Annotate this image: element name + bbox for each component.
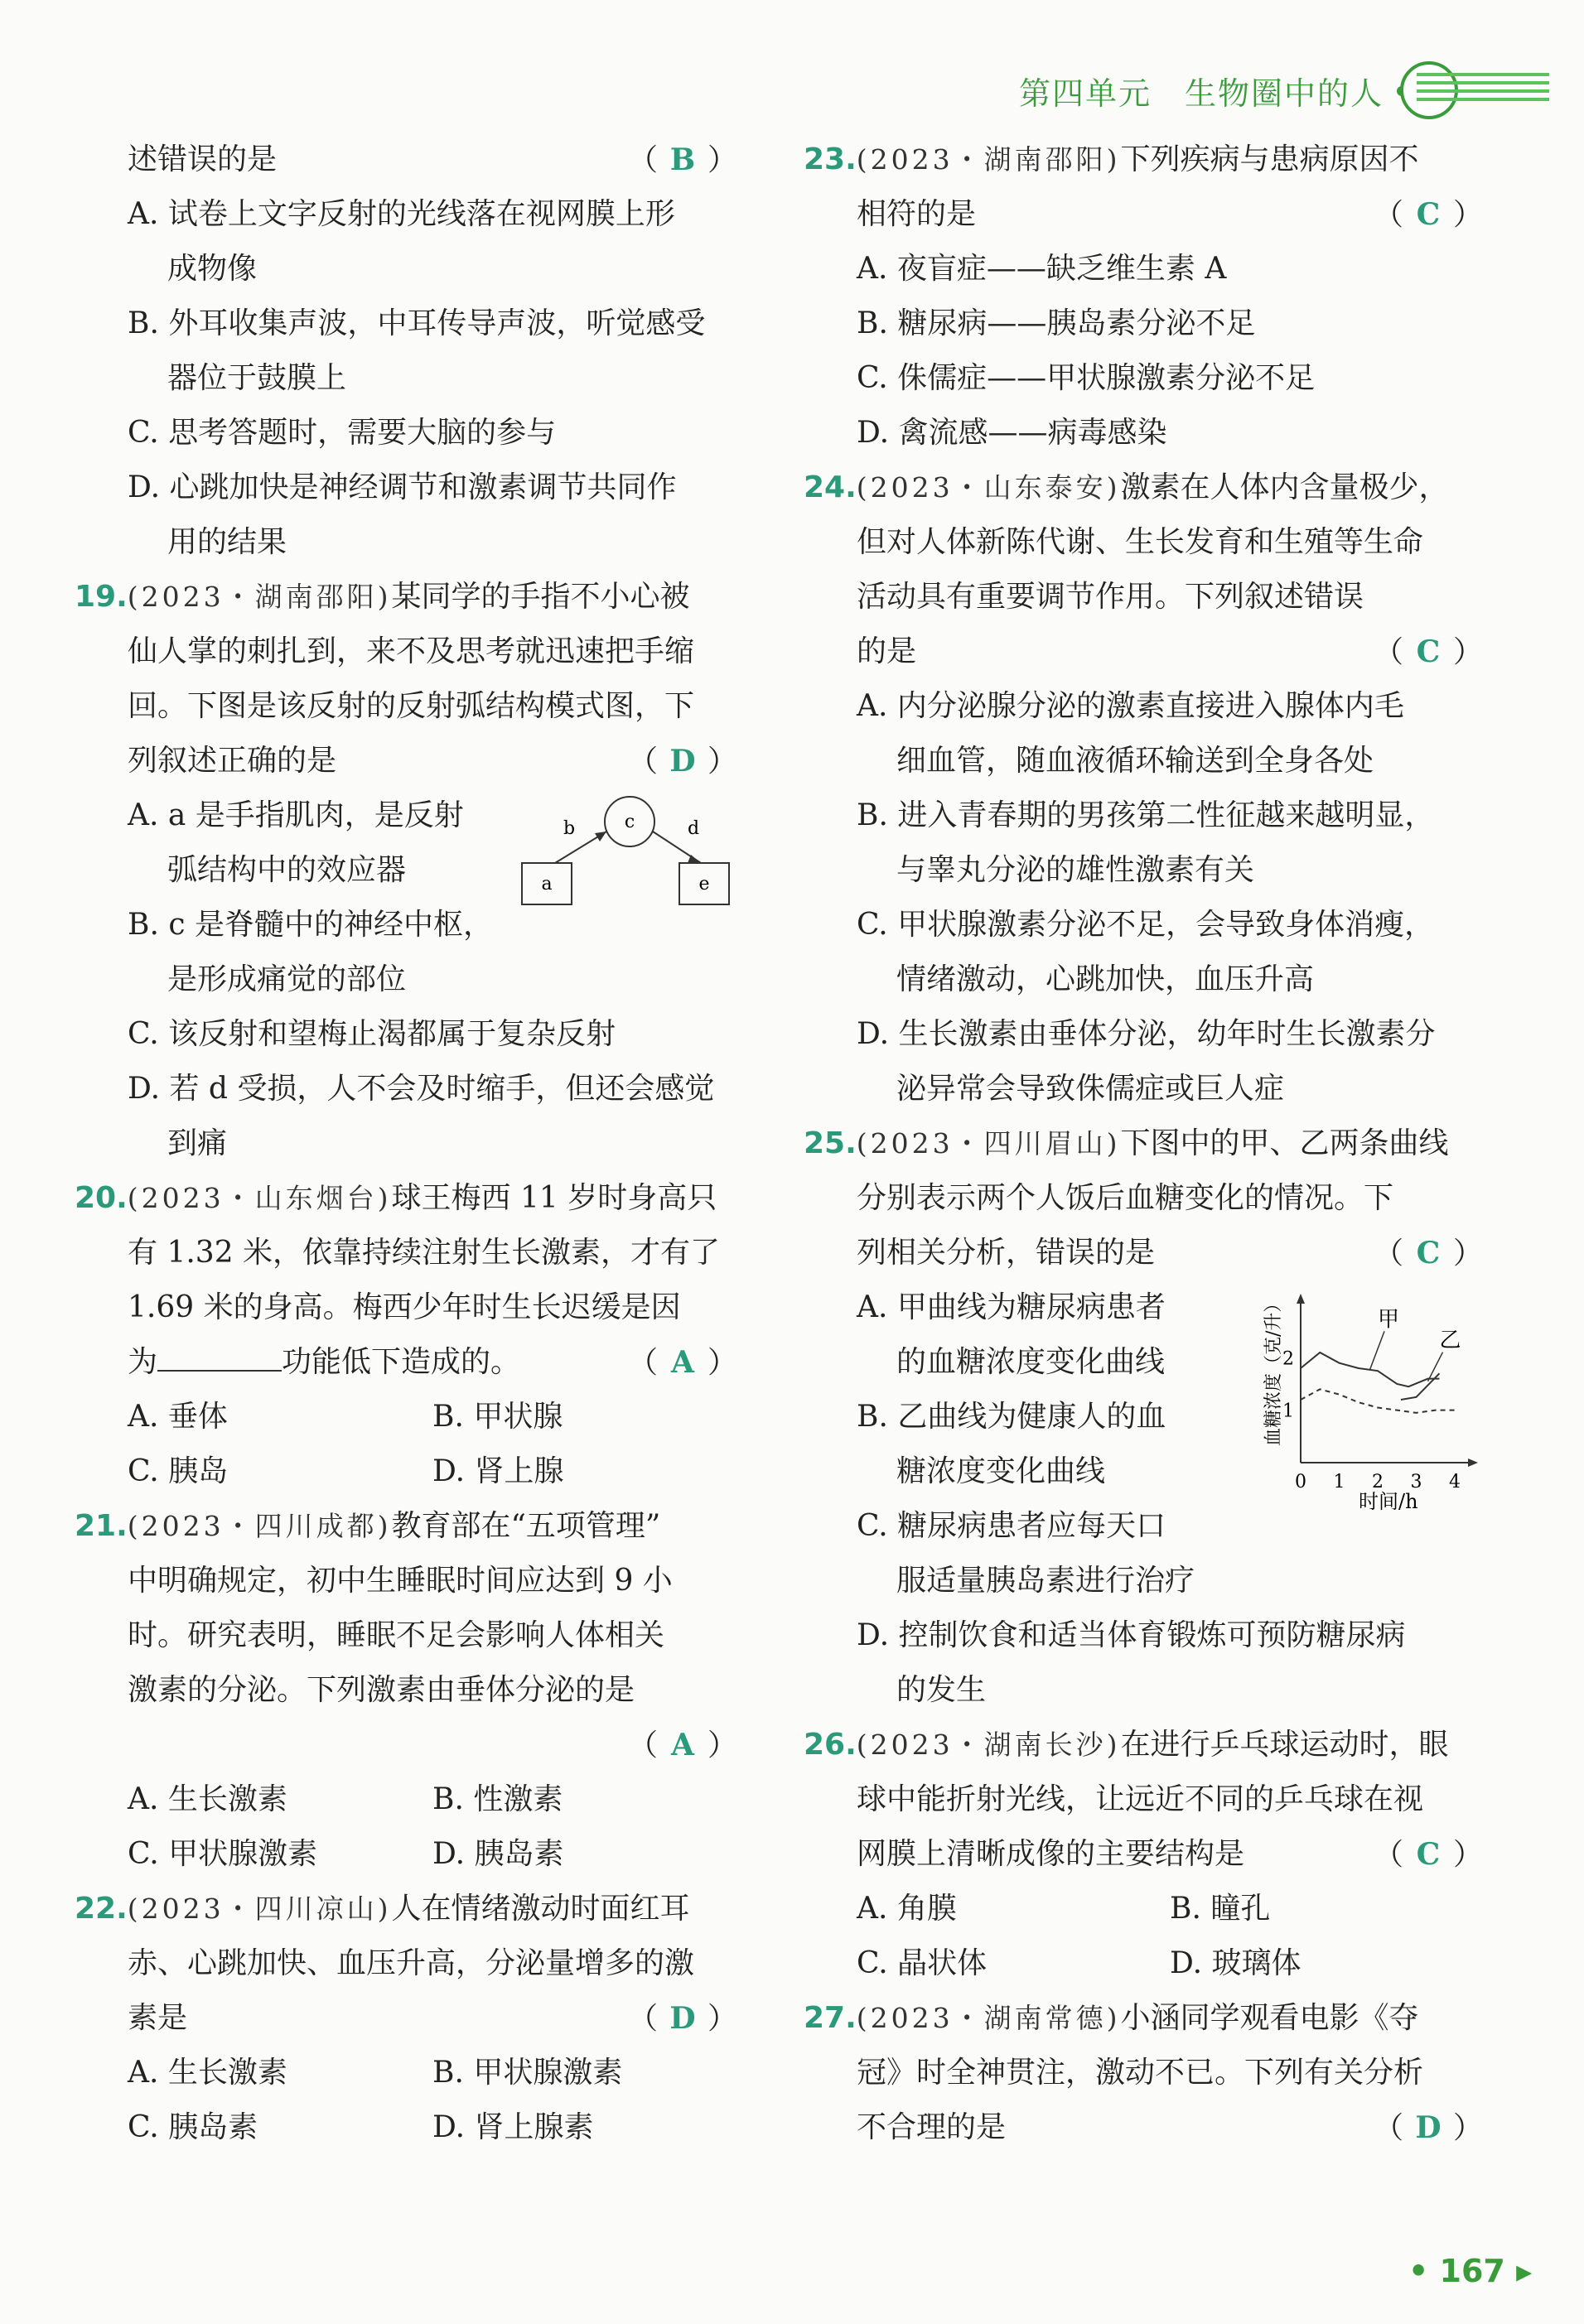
option-cont: 细血管，随血液循环输送到全身各处 <box>896 744 1374 778</box>
stem-line: 相符的是 （ C ） <box>804 187 1483 242</box>
answer-blank <box>157 1337 282 1372</box>
x-tick-label: 1 <box>1333 1472 1345 1492</box>
blood-sugar-chart <box>1251 1272 1483 1512</box>
option-cont: 糖浓度变化曲线 <box>896 1454 1106 1488</box>
option: D. 控制饮食和适当体育锻炼可预防糖尿病 <box>857 1618 1406 1652</box>
series-line-0 <box>1301 1352 1439 1386</box>
option: B. 外耳收集声波，中耳传导声波，听觉感受 <box>128 306 706 340</box>
question-21: 21.(2023・四川成都)教育部在“五项管理” <box>75 1509 661 1543</box>
option-row: C. 胰岛素 D. 肾上腺素 <box>128 2110 594 2144</box>
option-cont: 弧结构中的效应器 <box>167 853 407 887</box>
option-cont: 服适量胰岛素进行治疗 <box>896 1564 1195 1598</box>
stem-line: 分别表示两个人饭后血糖变化的情况。下 <box>857 1181 1394 1215</box>
option-cont: 的血糖浓度变化曲线 <box>896 1345 1166 1379</box>
x-axis-label: 时间/h <box>1359 1490 1418 1512</box>
option: C. 思考答题时，需要大脑的参与 <box>128 416 557 450</box>
answer: （ D ） <box>627 2001 737 2036</box>
option: C. 糖尿病患者应每天口 <box>857 1509 1166 1543</box>
answer: （ C ） <box>1373 1236 1483 1270</box>
option-row: A. 生长激素 B. 性激素 <box>128 1782 563 1816</box>
option: C. 甲状腺激素分泌不足，会导致身体消瘦， <box>857 908 1435 942</box>
option-cont: 情绪激动，心跳加快，血压升高 <box>896 962 1315 996</box>
option-cont: 泌异常会导致侏儒症或巨人症 <box>896 1072 1285 1106</box>
question-19: 19.(2023・湖南邵阳)某同学的手指不小心被 <box>75 580 690 614</box>
option: C. 侏儒症——甲状腺激素分泌不足 <box>857 361 1316 395</box>
answer: （ C ） <box>1373 634 1483 669</box>
option-cont: 用的结果 <box>167 525 287 559</box>
answer-line <box>75 1718 737 1772</box>
option-cont: 与睾丸分泌的雄性激素有关 <box>896 853 1255 887</box>
label-e: e <box>698 874 710 894</box>
option: A. 夜盲症——缺乏维生素 A <box>857 252 1227 286</box>
question-27: 27.(2023・湖南常德)小涵同学观看电影《夺 <box>804 2001 1419 2035</box>
stem-line: 列叙述正确的是 （ D ） <box>75 734 737 788</box>
answer: （ C ） <box>1373 1837 1483 1872</box>
y-tick-label: 1 <box>1282 1401 1294 1422</box>
option-cont: 的发生 <box>896 1673 987 1707</box>
option-row: C. 甲状腺激素 D. 胰岛素 <box>128 1837 564 1871</box>
answer: （ B ） <box>627 142 737 177</box>
question-20: 20.(2023・山东烟台)球王梅西 11 岁时身高只 <box>75 1181 717 1215</box>
stem-line: 素是 （ D ） <box>75 1991 737 2046</box>
option: B. 糖尿病——胰岛素分泌不足 <box>857 306 1256 340</box>
x-tick-label: 0 <box>1295 1472 1306 1492</box>
x-tick-label: 3 <box>1410 1472 1422 1492</box>
option-row: C. 胰岛 D. 肾上腺 <box>128 1454 564 1488</box>
series-label-1: 乙 <box>1439 1328 1461 1353</box>
header-stripes <box>1417 73 1549 108</box>
y-axis-label: 血糖浓度（克/升） <box>1263 1294 1284 1446</box>
x-tick-label: 4 <box>1449 1472 1461 1492</box>
label-a: a <box>541 874 553 894</box>
stem-line: 有 1.32 米，依靠持续注射生长激素，才有了 <box>128 1236 721 1270</box>
stem-line: 不合理的是 （ D ） <box>804 2100 1483 2155</box>
page-header <box>1011 61 1549 119</box>
stem-line: 回。下图是该反射的反射弧结构模式图，下 <box>128 689 695 723</box>
option: A. 甲曲线为糖尿病患者 <box>857 1290 1166 1324</box>
right-column <box>804 133 1483 2155</box>
option: D. 禽流感——病毒感染 <box>857 416 1167 450</box>
stem-line: 仙人掌的刺扎到，来不及思考就迅速把手缩 <box>128 634 695 668</box>
x-axis-arrow <box>1468 1459 1478 1467</box>
y-tick-label: 2 <box>1282 1348 1294 1370</box>
stem-line: 时。研究表明，睡眠不足会影响人体相关 <box>128 1618 665 1652</box>
stem-line: 网膜上清晰成像的主要结构是 （ C ） <box>804 1827 1483 1882</box>
option-row: C. 晶状体 D. 玻璃体 <box>857 1946 1301 1980</box>
label-d: d <box>688 818 700 839</box>
answer: （ D ） <box>627 744 737 779</box>
x-tick-label: 2 <box>1372 1472 1384 1492</box>
option-cont: 是形成痛觉的部位 <box>167 962 407 996</box>
option-cont: 器位于鼓膜上 <box>167 361 347 395</box>
reflex-arc-diagram <box>514 788 746 929</box>
stem-line: 冠》时全神贯注，激动不已。下列有关分析 <box>857 2056 1424 2090</box>
option-row: A. 角膜 B. 瞳孔 <box>857 1892 1271 1926</box>
question-18-stem: 述错误的是 （ B ） <box>75 133 737 187</box>
option: A. 试卷上文字反射的光线落在视网膜上形 <box>128 197 675 231</box>
answer: （ C ） <box>1373 197 1483 232</box>
unit-title: 第四单元 生物圈中的人 <box>1018 75 1384 112</box>
answer: （ A ） <box>627 1728 737 1762</box>
option-row: A. 生长激素 B. 甲状腺激素 <box>128 2056 623 2090</box>
option: A. 内分泌腺分泌的激素直接进入腺体内毛 <box>857 689 1404 723</box>
series-label-0: 甲 <box>1378 1307 1400 1333</box>
option: B. 乙曲线为健康人的血 <box>857 1400 1166 1434</box>
option-row: A. 垂体 B. 甲状腺 <box>128 1400 563 1434</box>
option: C. 该反射和望梅止渴都属于复杂反射 <box>128 1017 616 1051</box>
option-cont: 成物像 <box>167 252 258 286</box>
option: D. 若 d 受损，人不会及时缩手，但还会感觉 <box>128 1072 715 1106</box>
option: D. 生长激素由垂体分泌，幼年时生长激素分 <box>857 1017 1436 1051</box>
stem-line: 球中能折射光线，让远近不同的乒乓球在视 <box>857 1782 1424 1816</box>
option-cont: 到痛 <box>167 1126 228 1160</box>
stem-line: 活动具有重要调节作用。下列叙述错误 <box>857 580 1364 614</box>
stem-line: 的是 （ C ） <box>804 624 1483 679</box>
option: B. 进入青春期的男孩第二性征越来越明显， <box>857 798 1435 832</box>
option: A. a 是手指肌肉，是反射 <box>128 798 464 832</box>
stem-line: 赤、心跳加快、血压升高，分泌量增多的激 <box>128 1946 695 1980</box>
leader-line-0 <box>1370 1331 1384 1369</box>
stem-line: 为 功能低下造成的。 （ A ） <box>75 1335 737 1390</box>
label-c: c <box>624 812 635 832</box>
answer: （ D ） <box>1373 2110 1483 2145</box>
page-number: • 167 ▸ <box>1408 2253 1533 2289</box>
stem-line: 激素的分泌。下列激素由垂体分泌的是 <box>128 1673 635 1707</box>
question-23: 23.(2023・湖南邵阳)下列疾病与患病原因不 <box>804 142 1419 176</box>
left-column <box>75 133 737 2155</box>
arrowhead-b <box>595 832 606 841</box>
stem-line: 但对人体新陈代谢、生长发育和生殖等生命 <box>857 525 1424 559</box>
stem-line: 列相关分析，错误的是 （ C ） <box>804 1226 1483 1280</box>
question-25: 25.(2023・四川眉山)下图中的甲、乙两条曲线 <box>804 1126 1449 1160</box>
question-24: 24.(2023・山东泰安)激素在人体内含量极少， <box>804 470 1449 504</box>
stem-line: 中明确规定，初中生睡眠时间应达到 9 小 <box>128 1564 673 1598</box>
question-22: 22.(2023・四川凉山)人在情绪激动时面红耳 <box>75 1892 690 1926</box>
answer: （ A ） <box>627 1345 737 1380</box>
label-b: b <box>563 818 576 839</box>
stem-line: 1.69 米的身高。梅西少年时生长迟缓是因 <box>128 1290 681 1324</box>
series-line-2 <box>1301 1389 1455 1413</box>
y-axis-arrow <box>1297 1294 1305 1304</box>
question-26: 26.(2023・湖南长沙)在进行乒乓球运动时，眼 <box>804 1728 1449 1762</box>
option: D. 心跳加快是神经调节和激素调节共同作 <box>128 470 677 504</box>
option: B. c 是脊髓中的神经中枢， <box>128 908 493 942</box>
